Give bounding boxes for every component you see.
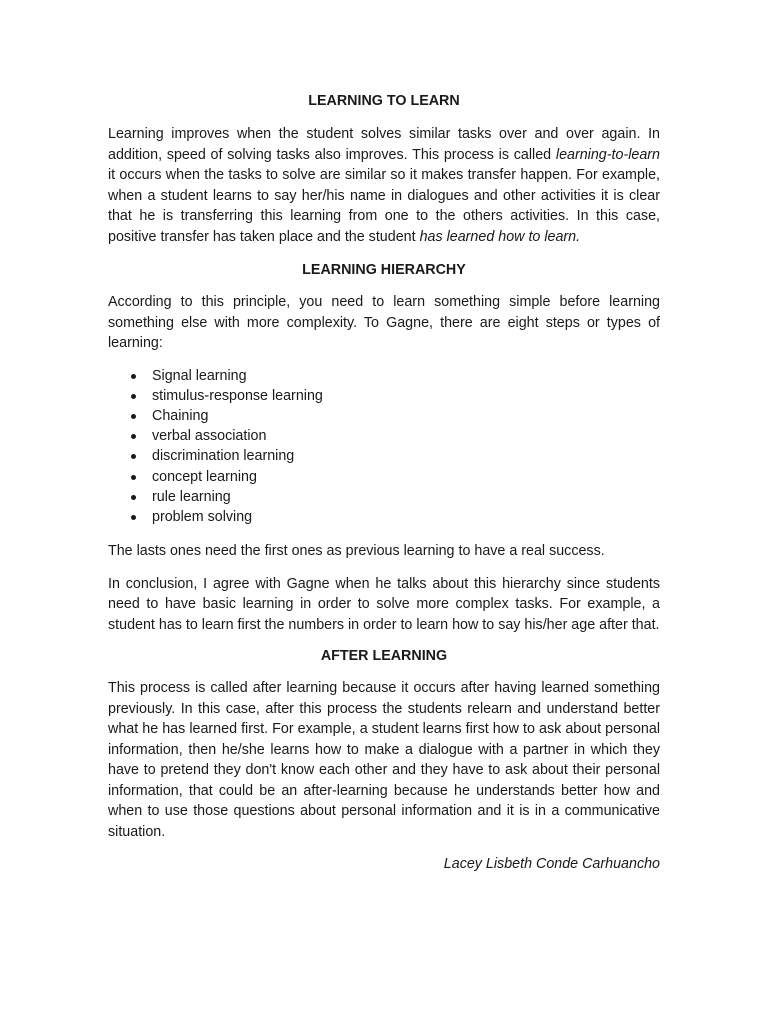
heading-learning-to-learn: LEARNING TO LEARN <box>308 93 460 109</box>
list-item: concept learning <box>152 467 660 487</box>
paragraph-after-learning: This process is called after learning because it occurs after having learned something previously. In this case, after this process the students relearn and understand better what he has learned first. For example, a student learns first how to ask about personal information, then he/she learns how to make a dialogue with a partner in which they have to pretend they don't know each other and they have to ask about their personal information, that could be an after-learning because he understands better how and when to use those questions about personal information and it is in a communicative situation. <box>108 680 660 840</box>
paragraph-text: it occurs when the tasks to solve are similar so it makes transfer happen. For example, when a student learns to say her/his name in dialogues and other activities it is clear that he is transferring this learning from one to the others activities. In this case, positive transfer has taken place and the student <box>108 167 660 245</box>
list-item: stimulus-response learning <box>152 386 660 406</box>
paragraph-text: Learning improves when the student solves similar tasks over and over again. In addition, speed of solving tasks also improves. This process is called <box>108 126 660 163</box>
paragraph-learning-to-learn <box>108 124 660 247</box>
document-page <box>108 91 660 875</box>
emphasis-learned-how-to-learn: has learned how to learn. <box>419 228 581 245</box>
list-item: problem solving <box>152 507 660 527</box>
term-learning-to-learn: learning-to-learn <box>555 146 660 163</box>
paragraph-after-list: The lasts ones need the first ones as previous learning to have a real success. <box>108 543 605 560</box>
list-item: rule learning <box>152 487 660 507</box>
paragraph-hierarchy-intro: According to this principle, you need to learn something simple before learning something else with more complexity. To Gagne, there are eight steps or types of learning: <box>108 294 660 351</box>
list-item: Signal learning <box>152 366 660 386</box>
gagne-steps-list <box>108 366 660 528</box>
list-item: discrimination learning <box>152 446 660 466</box>
heading-after-learning: AFTER LEARNING <box>320 648 448 665</box>
paragraph-conclusion: In conclusion, I agree with Gagne when he talks about this hierarchy since students need to have basic learning in order to solve more complex tasks. For example, a student has to learn first the numbers in order to learn how to say his/her age after that. <box>108 575 660 633</box>
list-item: Chaining <box>152 406 660 426</box>
author-signature: Lacey Lisbeth Conde Carhuancho <box>443 856 660 873</box>
list-item: verbal association <box>152 426 660 446</box>
heading-learning-hierarchy: LEARNING HIERARCHY <box>302 262 466 278</box>
